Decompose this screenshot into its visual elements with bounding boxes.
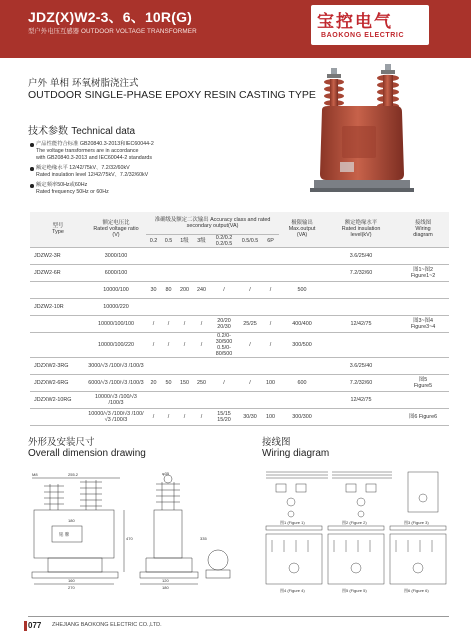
table-cell-c05: 80: [161, 281, 176, 298]
product-type-cn: 户外 单相 环氧树脂浇注式: [28, 78, 139, 89]
product-model: JDZ(X)W2-3、6、10R(G): [28, 9, 193, 25]
table-cell-c0505: [238, 264, 262, 281]
product-type-en: OUTDOOR SINGLE-PHASE EPOXY RESIN CASTING TYPE: [28, 89, 316, 101]
dim-label: M8: [32, 472, 38, 477]
figure-1-label: 图1 (Figure 1): [280, 520, 305, 525]
header-acc-0202: 0.2/0.2 0.2/0.5: [210, 234, 238, 247]
table-cell-c6p: [262, 298, 279, 315]
table-row: [30, 374, 449, 391]
table-cell-wd: [397, 357, 449, 374]
table-cell-c3: [193, 391, 210, 408]
table-cell-c02: 30: [146, 281, 161, 298]
header-acc-1: 1级: [176, 234, 193, 247]
product-photo: [300, 62, 440, 212]
table-cell-ins: 12/42/75: [325, 315, 397, 332]
table-cell-ratio: 10000/√3 /100/√3 /100/√3 /100/3: [86, 408, 146, 425]
table-row: [30, 281, 449, 298]
table-cell-c1: /: [176, 332, 193, 357]
dim-label: φ35: [162, 471, 170, 476]
dimension-heading-en: Overall dimension drawing: [28, 448, 146, 459]
table-cell-type: [30, 332, 86, 357]
table-cell-ins: [325, 332, 397, 357]
brand-name-cn: 宝控电气: [317, 12, 393, 32]
table-cell-c02: [146, 298, 161, 315]
table-cell-c1: [176, 264, 193, 281]
table-cell-c0202: /: [210, 374, 238, 391]
table-cell-c0202: 15/15 15/20: [210, 408, 238, 425]
table-cell-c6p: [262, 391, 279, 408]
table-cell-c02: /: [146, 408, 161, 425]
page-number: 077: [28, 621, 42, 630]
dim-label: 180: [68, 518, 75, 523]
table-cell-c0202: [210, 391, 238, 408]
table-cell-c1: [176, 357, 193, 374]
bullet-line: 产品性能符合标准 GB20840.3-2013和IEC60044-2: [36, 141, 154, 147]
bullet-line: 额定绝缘水平 12/42/75kV、7.2/32/60kV: [36, 165, 130, 171]
figure-2-label: 图2 (Figure 2): [342, 520, 367, 525]
table-cell-wd: 图1~图2 Figure1~2: [397, 264, 449, 281]
table-cell-type: JDZXW2-10RG: [30, 391, 86, 408]
table-cell-max: [279, 298, 325, 315]
table-cell-c0505: [238, 247, 262, 264]
company-name: ZHEJIANG BAOKONG ELECTRIC CO.,LTD.: [52, 622, 162, 628]
table-cell-max: 600: [279, 374, 325, 391]
technical-data-heading: [28, 122, 135, 137]
table-cell-c1: [176, 391, 193, 408]
table-cell-c3: [193, 298, 210, 315]
table-cell-wd: 图6 Figure6: [397, 408, 449, 425]
page-footer: [0, 610, 471, 640]
table-cell-wd: [397, 247, 449, 264]
header-ratio: 额定电压比 Rated voltage ratio (V): [86, 212, 146, 247]
table-cell-c1: [176, 247, 193, 264]
table-cell-ins: [325, 281, 397, 298]
brand-name-en: BAOKONG ELECTRIC: [321, 32, 405, 39]
table-row: [30, 332, 449, 357]
table-cell-type: [30, 281, 86, 298]
table-cell-c3: /: [193, 332, 210, 357]
header-insulation: 额定绝缘水平 Rated insulation level(kV): [325, 212, 397, 247]
header-acc-3: 3级: [193, 234, 210, 247]
table-cell-c0202: /: [210, 281, 238, 298]
table-cell-c02: 20: [146, 374, 161, 391]
table-row: [30, 315, 449, 332]
wiring-heading-en: Wiring diagram: [262, 448, 330, 459]
table-cell-max: [279, 264, 325, 281]
bullet-line: Rated insulation level 12/42/75kV、7.2/32/60kV: [36, 172, 149, 178]
table-cell-max: 500: [279, 281, 325, 298]
footer-rule: [28, 616, 449, 617]
table-cell-ratio: 10000/100/100: [86, 315, 146, 332]
table-cell-c6p: [262, 247, 279, 264]
table-cell-c0202: [210, 264, 238, 281]
table-cell-type: JDZW2-6R: [30, 264, 86, 281]
table-cell-c3: [193, 247, 210, 264]
header-wiring: 接线图 Wiring diagram: [397, 212, 449, 247]
table-cell-ratio: 10000/√3 /100/√3 /100/3: [86, 391, 146, 408]
left-bushing: [324, 68, 344, 109]
table-cell-ins: 7.2/32/60: [325, 264, 397, 281]
header-acc-6p: 6P: [262, 234, 279, 247]
header-accuracy: 准确级及额定二次输出 Accuracy class and rated secondary output(VA): [146, 212, 279, 234]
table-cell-max: [279, 391, 325, 408]
table-cell-c0202: 0.2/0-30/500 0.5/0-80/500: [210, 332, 238, 357]
table-cell-c6p: /: [262, 315, 279, 332]
dim-label: 120: [162, 578, 169, 583]
dim-label: 335: [200, 536, 207, 541]
footer-accent: [24, 621, 27, 631]
table-cell-wd: 图5 Figure5: [397, 374, 449, 391]
table-cell-wd: [397, 298, 449, 315]
table-cell-c1: 200: [176, 281, 193, 298]
table-cell-c05: [161, 264, 176, 281]
table-cell-c3: /: [193, 408, 210, 425]
table-cell-type: JDZXW2-6RG: [30, 374, 86, 391]
table-cell-c05: /: [161, 408, 176, 425]
table-cell-c6p: 100: [262, 374, 279, 391]
table-cell-max: 300/300: [279, 408, 325, 425]
table-cell-ratio: 3000/√3 /100/√3 /100/3: [86, 357, 146, 374]
table-cell-c05: [161, 357, 176, 374]
dim-label: 255.2: [68, 472, 79, 477]
figure-4-label: 图4 (Figure 4): [280, 588, 305, 593]
table-cell-c6p: /: [262, 281, 279, 298]
table-cell-c0202: [210, 357, 238, 374]
bullet-line: Rated frequency 50Hz or 60Hz: [36, 189, 109, 195]
dim-label: 270: [68, 585, 75, 590]
nameplate-label: 铭 牌: [59, 532, 70, 537]
table-cell-c6p: /: [262, 332, 279, 357]
table-cell-ins: 12/42/75: [325, 391, 397, 408]
table-cell-max: 300/500: [279, 332, 325, 357]
spec-bullets: [30, 141, 320, 199]
table-cell-c0505: 30/30: [238, 408, 262, 425]
table-cell-c05: /: [161, 315, 176, 332]
table-cell-ins: [325, 298, 397, 315]
figure-5-label: 图5 (Figure 5): [342, 588, 367, 593]
table-cell-c1: [176, 298, 193, 315]
technical-data-heading-cn: 技术参数: [28, 126, 68, 137]
table-cell-c6p: 100: [262, 408, 279, 425]
table-cell-c0505: [238, 391, 262, 408]
dimension-drawing: [28, 470, 250, 590]
dim-label: 180: [162, 585, 169, 590]
table-cell-c6p: [262, 357, 279, 374]
spec-table: [30, 212, 449, 426]
bullet-line: with GB20840.3-2013 and IEC60044-2 standards: [36, 155, 153, 161]
table-row: [30, 357, 449, 374]
dimension-heading-cn: 外形及安装尺寸: [28, 437, 95, 448]
table-cell-wd: [397, 332, 449, 357]
table-cell-c05: [161, 298, 176, 315]
table-cell-type: [30, 408, 86, 425]
table-row: [30, 408, 449, 425]
table-cell-c0505: /: [238, 281, 262, 298]
wiring-diagrams: [262, 468, 452, 598]
table-cell-c3: 250: [193, 374, 210, 391]
table-cell-max: [279, 247, 325, 264]
table-cell-wd: [397, 281, 449, 298]
table-cell-c0202: 20/20 20/30: [210, 315, 238, 332]
dim-label: 470: [126, 536, 133, 541]
table-row: [30, 298, 449, 315]
header-max-output: 极限输出 Max.output (VA): [279, 212, 325, 247]
table-cell-type: JDZW2-10R: [30, 298, 86, 315]
table-cell-c0505: [238, 357, 262, 374]
table-cell-wd: 图3~图4 Figure3~4: [397, 315, 449, 332]
table-cell-ratio: 6000/√3 /100/√3 /100/3: [86, 374, 146, 391]
table-cell-type: JDZW2-3R: [30, 247, 86, 264]
wiring-heading-cn: 接线图: [262, 437, 291, 448]
header-acc-0505: 0.5/0.5: [238, 234, 262, 247]
table-cell-ins: 3.6/25/40: [325, 357, 397, 374]
table-cell-c3: [193, 357, 210, 374]
table-cell-ratio: 3000/100: [86, 247, 146, 264]
table-cell-c02: [146, 391, 161, 408]
table-cell-c0202: [210, 247, 238, 264]
table-cell-c1: /: [176, 408, 193, 425]
technical-data-heading-en: Technical data: [71, 126, 136, 137]
table-cell-ins: 3.6/25/40: [325, 247, 397, 264]
table-row: [30, 264, 449, 281]
table-cell-ratio: 10000/100: [86, 281, 146, 298]
table-cell-ratio: 10000/100/220: [86, 332, 146, 357]
table-cell-c3: 240: [193, 281, 210, 298]
table-cell-c05: [161, 391, 176, 408]
bullet-insulation: [30, 165, 320, 179]
bullet-standard: [30, 141, 320, 162]
bullet-frequency: [30, 182, 320, 196]
page-header: [0, 0, 471, 58]
table-cell-ratio: 6000/100: [86, 264, 146, 281]
table-cell-ins: [325, 408, 397, 425]
table-cell-c02: [146, 247, 161, 264]
table-cell-c0505: /: [238, 332, 262, 357]
table-cell-type: JDZXW2-3RG: [30, 357, 86, 374]
table-cell-type: [30, 315, 86, 332]
table-row: [30, 391, 449, 408]
spec-table-body: [30, 247, 449, 425]
figure-3-label: 图3 (Figure 3): [404, 520, 429, 525]
table-cell-c02: /: [146, 315, 161, 332]
header-acc-05: 0.5: [161, 234, 176, 247]
brand-logo: [311, 5, 429, 45]
product-subtitle: 型户外电压互感器 OUTDOOR VOLTAGE TRANSFORMER: [28, 28, 197, 35]
dim-label: 160: [68, 578, 75, 583]
table-cell-c0505: 25/25: [238, 315, 262, 332]
bullet-line: The voltage transformers are in accordance: [36, 148, 139, 154]
table-cell-c05: [161, 247, 176, 264]
table-cell-c1: /: [176, 315, 193, 332]
bullet-line: 额定频率50Hz或60Hz: [36, 182, 88, 188]
table-cell-c02: /: [146, 332, 161, 357]
table-cell-c02: [146, 264, 161, 281]
table-cell-wd: [397, 391, 449, 408]
table-cell-max: [279, 357, 325, 374]
table-cell-c1: 150: [176, 374, 193, 391]
header-type: 型号 Type: [30, 212, 86, 247]
table-cell-max: 400/400: [279, 315, 325, 332]
figure-6-label: 图6 (Figure 6): [404, 588, 429, 593]
table-cell-ratio: 10000/220: [86, 298, 146, 315]
table-cell-c6p: [262, 264, 279, 281]
table-cell-c05: 50: [161, 374, 176, 391]
table-cell-c3: [193, 264, 210, 281]
table-cell-c05: /: [161, 332, 176, 357]
table-cell-c0505: [238, 298, 262, 315]
table-cell-c0505: /: [238, 374, 262, 391]
table-cell-c02: [146, 357, 161, 374]
table-row: [30, 247, 449, 264]
table-cell-c0202: [210, 298, 238, 315]
table-cell-ins: 7.2/32/60: [325, 374, 397, 391]
table-cell-c3: /: [193, 315, 210, 332]
header-acc-02: 0.2: [146, 234, 161, 247]
